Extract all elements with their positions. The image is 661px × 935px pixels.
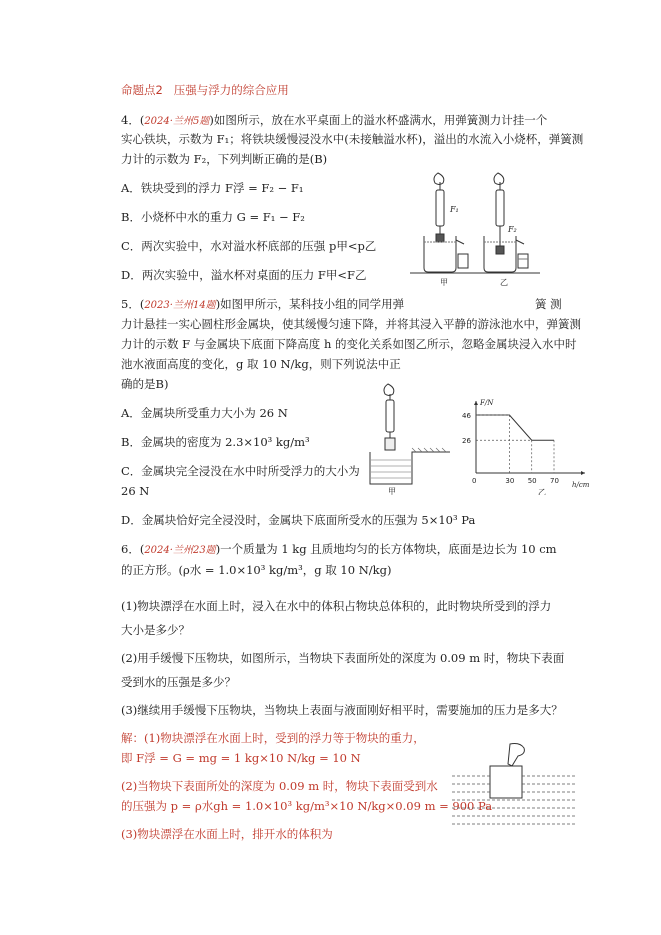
q6-part1-b: 大小是多少？	[121, 623, 190, 637]
q4-option-c: C．两次实验中，水对溢水杯底部的压强 p甲<p乙	[121, 239, 377, 253]
iron-block-left	[436, 234, 444, 242]
q5-option-d: D．金属块恰好完全浸没时，金属块下底面所受水的压强为 5×10³ Pa	[121, 513, 476, 527]
x-tick-70: 70	[550, 477, 559, 485]
q6-part2-b: 受到水的压强是多少？	[121, 675, 236, 689]
section-title: 压强与浮力的综合应用	[173, 83, 289, 97]
q4-option-a: A．铁块受到的浮力 F浮 = F₂ − F₁	[121, 181, 304, 195]
q4-text3: 力计的示数为 F₂，下列判断正确的是(B)	[121, 152, 328, 166]
q6-part1-a: (1)物块漂浮在水面上时，浸入在水中的体积占物块总体积的，此时物块所受到的浮力	[121, 599, 552, 613]
y-axis-label: F/N	[480, 399, 494, 407]
q4-figure	[410, 168, 540, 288]
pressing-hand	[508, 744, 524, 767]
solution-1b: 即 F浮 = G = mg = 1 kg×10 N/kg = 10 N	[121, 751, 361, 765]
spring-scale-right	[496, 190, 504, 226]
metal-cylinder	[385, 438, 395, 450]
q4-source: 兰州5题	[172, 116, 210, 127]
q5-line2: 力计悬挂一实心圆柱形金属块，使其缓慢匀速下降，并将其浸入平静的游泳池水中，弹簧测	[121, 317, 581, 331]
q6-line1	[121, 541, 557, 559]
q5-line5: 确的是B)	[121, 377, 169, 391]
f2-label: F₂	[508, 225, 517, 234]
q6-year: 2024·	[144, 545, 173, 556]
q4-year: 2024·	[144, 116, 173, 127]
hand-left	[434, 173, 444, 185]
q4-line3	[121, 151, 327, 167]
y-tick-46: 46	[462, 412, 471, 420]
fig5-yi: 乙	[538, 488, 546, 495]
q5-line1	[121, 296, 404, 314]
q4-line1	[121, 112, 547, 130]
q6-part2-a: (2)用手缓慢下压物块，如图所示，当物块下表面所处的深度为 0.09 m 时，物块下表面	[121, 651, 565, 665]
q6-line2: 的正方形。(ρ水 = 1.0×10³ kg/m³，g 取 10 N/kg)	[121, 563, 392, 577]
fig5-jia: 甲	[388, 487, 396, 495]
q5-option-c-cont: 26 N	[121, 484, 150, 498]
q4-text1: )如图所示，放在水平桌面上的溢水杯盛满水，用弹簧测力计挂一个	[209, 113, 548, 127]
x-tick-30: 30	[505, 477, 515, 485]
solution-3: (3)物块漂浮在水面上时，排开水的体积为	[121, 827, 333, 841]
q6-source: 兰州23题	[172, 545, 216, 556]
section-heading	[121, 82, 289, 98]
q5-source: 兰州14题	[172, 300, 216, 311]
hand-right	[494, 173, 504, 185]
q5-number: 5．(	[121, 297, 145, 311]
y-tick-26: 26	[462, 437, 471, 446]
q4-number: 4．(	[121, 113, 145, 127]
small-beaker-left	[458, 254, 468, 268]
q4-line2: 实心铁块，示数为 F₁；将铁块缓慢浸没水中(未接触溢水杯)，溢出的水流入小烧杯，弹簧测	[121, 132, 584, 146]
q5-apparatus-figure	[360, 380, 460, 495]
q5-line4: 池水液面高度的变化，g 取 10 N/kg，则下列说法中正	[121, 357, 401, 371]
q6-text1: )一个质量为 1 kg 且质地均匀的长方体物块，底面是边长为 10 cm	[215, 542, 557, 556]
x-tick-50: 50	[527, 477, 537, 485]
solution-1a: 解：(1)物块漂浮在水面上时，受到的浮力等于物块的重力，	[121, 731, 425, 745]
spring-scale-left	[436, 190, 444, 226]
q6-part3: (3)继续用手缓慢下压物块，当物块上表面与液面刚好相平时，需要施加的压力是多大？	[121, 703, 563, 717]
q5-line3: 力计的示数 F 与金属块下底面下降高度 h 的变化关系如图乙所示，忽略金属块浸入水中时	[121, 337, 577, 351]
q6-number: 6．(	[121, 542, 145, 556]
q5-option-b: B．金属块的密度为 2.3×10³ kg/m³	[121, 435, 310, 449]
fig4-jia: 甲	[440, 278, 448, 287]
solution-2a: (2)当物块下表面所处的深度为 0.09 m 时，物块下表面受到水	[121, 779, 438, 793]
x-axis-label: h/cm	[572, 481, 590, 489]
f1-label: F₁	[450, 205, 459, 214]
q5-line1-tail: 簧 测	[535, 297, 562, 311]
f-h-line	[476, 415, 554, 440]
q5-option-c: C．金属块完全浸没在水中时所受浮力的大小为	[121, 464, 360, 478]
cuboid-block	[490, 766, 522, 798]
q4-option-d: D．两次实验中，溢水杯对桌面的压力 F甲<F乙	[121, 268, 367, 282]
q5-text1: )如图甲所示，某科技小组的同学用弹	[215, 297, 405, 311]
q5-year: 2023·	[144, 300, 173, 311]
q5-option-a: A．金属块所受重力大小为 26 N	[121, 406, 288, 420]
section-label: 命题点2	[121, 83, 163, 97]
q5-graph	[460, 395, 590, 495]
iron-block-right	[496, 246, 504, 254]
small-beaker-right	[518, 254, 528, 268]
q4-option-b: B．小烧杯中水的重力 G = F₁ − F₂	[121, 210, 305, 224]
solution-2b: 的压强为 p = ρ水gh = 1.0×10³ kg/m³×10 N/kg×0.09 m = 900 Pa	[121, 799, 493, 813]
x-tick-0: 0	[472, 477, 477, 485]
q6-figure	[452, 740, 577, 835]
fig4-yi: 乙	[500, 278, 508, 287]
spring-scale	[386, 400, 394, 432]
